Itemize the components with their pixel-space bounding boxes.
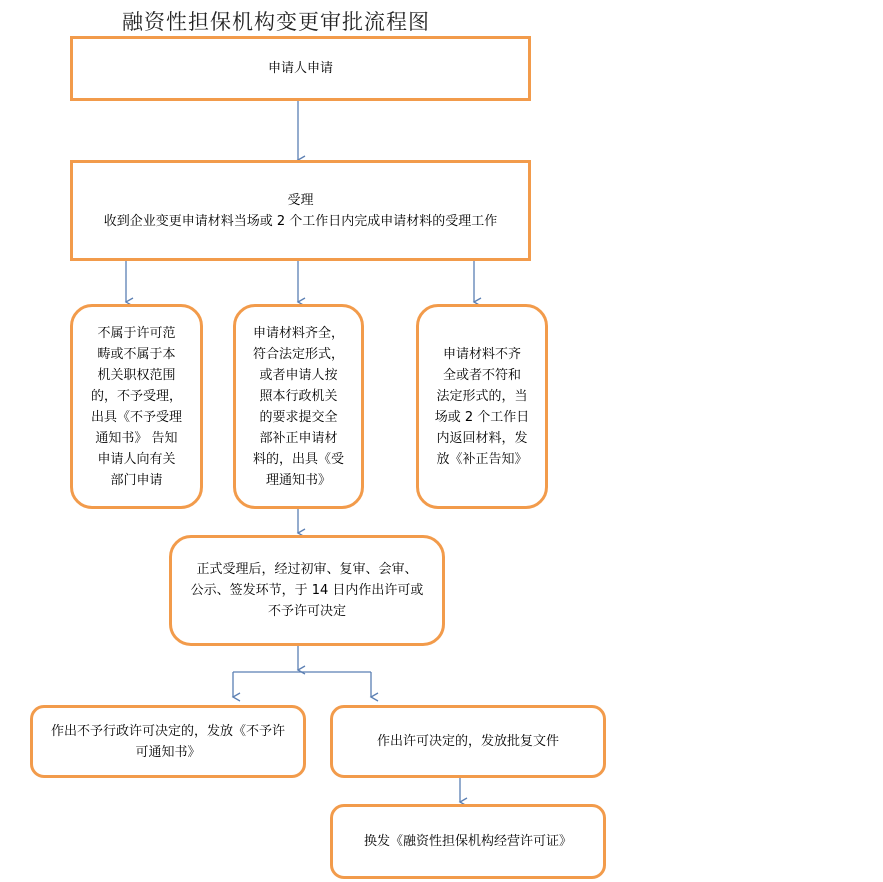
node-apply-text: 申请人申请 (267, 61, 333, 76)
node-accept-title: 受理 (287, 192, 314, 208)
node-license (330, 804, 606, 879)
node-approve-text: 作出许可决定的，发放批复文件 (376, 734, 559, 749)
node-complete (233, 304, 364, 509)
node-license-text: 换发《融资性担保机构经营许可证》 (363, 834, 572, 849)
node-accept-desc: 收到企业变更申请材料当场或 2 个工作日内完成申请材料的受理工作 (103, 213, 498, 229)
node-reject-scope-text: 不属于许可范 畴或不属于本 机关职权范围 的，不予受理， 出具《不予受理 通知书》 告知 申请人向有关 部门申请 (90, 325, 182, 488)
node-reject-scope (70, 304, 203, 509)
node-apply (70, 36, 531, 101)
node-incomplete-text: 申请材料不齐 全或者不符和 法定形式的，当 场或 2 个工作日 内返回材料，发 放《补正告知》 (434, 346, 530, 467)
diagram-title: 融资性担保机构变更审批流程图 (122, 10, 430, 34)
node-deny (30, 705, 306, 778)
node-deny-text: 作出不予行政许可决定的，发放《不予许 可通知书》 (50, 723, 285, 760)
node-incomplete (416, 304, 548, 509)
node-complete-text: 申请材料齐全， 符合法定形式， 或者申请人按 照本行政机关 的要求提交全 部补正申请材 料的，出具《受 理通知书》 (252, 325, 344, 488)
node-review (169, 535, 445, 646)
node-review-text: 正式受理后，经过初审、复审、会审、 公示、签发环节，于 14 日内作出许可或 不予许可决定 (190, 562, 424, 619)
node-accept (70, 160, 531, 261)
node-approve (330, 705, 606, 778)
